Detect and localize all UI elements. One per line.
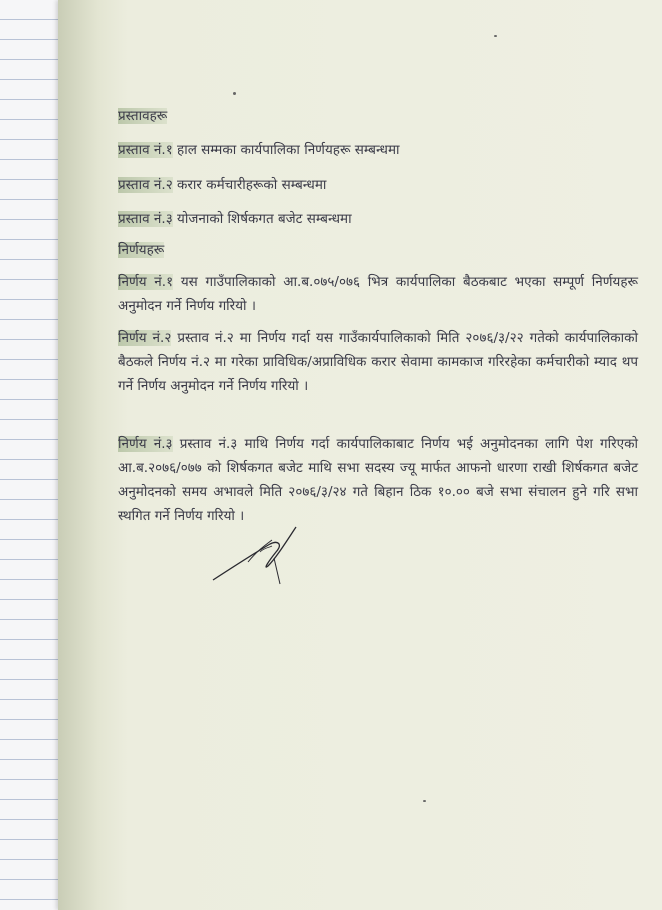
proposal-2: प्रस्ताव नं.२ करार कर्मचारीहरूको सम्बन्धमा — [118, 177, 327, 193]
proposal-1: प्रस्ताव नं.१ हाल सम्मका कार्यपालिका निर्णयहरू सम्बन्धमा — [118, 142, 400, 158]
notebook-margin — [0, 0, 61, 910]
decision-1: निर्णय नं.१ यस गाउँपालिकाको आ.ब.०७५/०७६ भित्र कार्यपालिका बैठकबाट भएका सम्पूर्ण निर्णयहरू अनुमोदन गर्ने निर्णय गरियो । — [118, 274, 638, 314]
decision-2: निर्णय नं.२ प्रस्ताव नं.२ मा निर्णय गर्दा यस गाउँकार्यपालिकाको मिति २०७६/३/२२ गतेको कार्यपालिकाको बैठकले निर्णय नं.२ मा गरेका प्राविधिक/अप्राविधिक करार सेवामा कामकाज गरिरहेका कर्मचारीको म्याद थप गर्ने निर्णय अनुमोदन गर्ने निर्णय गरियो । — [118, 330, 638, 394]
signature-icon — [208, 522, 308, 592]
ink-speck — [423, 800, 426, 802]
decisions-heading: निर्णयहरू — [118, 242, 165, 258]
ink-speck — [494, 35, 497, 37]
document-sheet — [58, 0, 662, 910]
proposals-heading: प्रस्तावहरू — [118, 108, 168, 124]
decision-3: निर्णय नं.३ प्रस्ताव नं.३ माथि निर्णय गर्दा कार्यपालिकाबाट निर्णय भई अनुमोदनका लागि पेश गरिएको आ.ब.२०७६/०७७ को शिर्षकगत बजेट माथि सभा सदस्य ज्यू मार्फत आफनो धारणा राखी शिर्षकगत बजेट अनुमोदनको समय अभावले मिति २०७६/३/२४ गते बिहान ठिक १०.०० बजे सभा संचालन हुने गरि सभा स्थगित गर्ने निर्णय गरियो । — [118, 436, 638, 524]
ink-speck — [233, 92, 236, 95]
proposal-3: प्रस्ताव नं.३ योजनाको शिर्षकगत बजेट सम्बन्धमा — [118, 211, 352, 227]
